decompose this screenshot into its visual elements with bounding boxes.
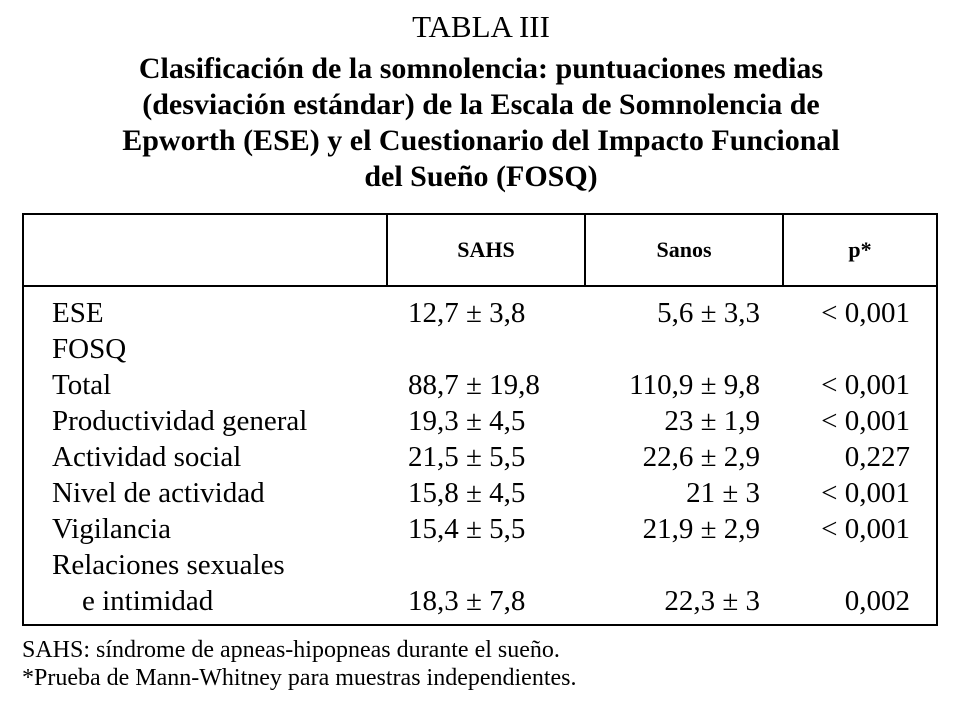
row-label: ESE — [52, 297, 104, 329]
caption-line: (desviación estándar) de la Escala de Somnolencia de — [142, 88, 820, 121]
row-label: Nivel de actividad — [52, 477, 265, 509]
table-row — [24, 547, 936, 583]
row-label: Relaciones sexuales — [52, 549, 285, 581]
cell-p: < 0,001 — [821, 405, 910, 437]
cell-p: < 0,001 — [821, 369, 910, 401]
table-row — [24, 403, 936, 439]
caption-line: Epworth (ESE) y el Cuestionario del Impacto Funcional — [122, 124, 840, 157]
table-caption — [0, 51, 962, 195]
table-header-row — [24, 215, 936, 287]
cell-sanos: 5,6 ± 3,3 — [657, 297, 760, 329]
row-label: FOSQ — [52, 333, 127, 365]
table-row — [24, 439, 936, 475]
cell-sanos: 22,6 ± 2,9 — [642, 441, 760, 473]
cell-sanos: 21,9 ± 2,9 — [642, 513, 760, 545]
caption-line: Clasificación de la somnolencia: puntuaciones medias — [138, 52, 824, 85]
cell-sahs: 15,4 ± 5,5 — [408, 513, 526, 545]
row-label: Productividad general — [52, 405, 308, 437]
table-row — [24, 511, 936, 547]
caption-line: del Sueño (FOSQ) — [364, 160, 598, 193]
cell-sanos: 23 ± 1,9 — [664, 405, 760, 437]
cell-p: 0,002 — [844, 585, 910, 617]
data-table — [22, 213, 938, 626]
footnote: SAHS: síndrome de apneas-hipopneas durante el sueño. — [22, 637, 560, 663]
table-footnotes — [22, 636, 576, 692]
cell-sahs: 15,8 ± 4,5 — [408, 477, 526, 509]
cell-sahs: 88,7 ± 19,8 — [408, 369, 540, 401]
cell-p: < 0,001 — [821, 297, 910, 329]
cell-sahs: 21,5 ± 5,5 — [408, 441, 526, 473]
table-label: TABLA III — [412, 9, 550, 44]
cell-p: < 0,001 — [821, 513, 910, 545]
header-p-value: p* — [782, 215, 936, 285]
header-sahs: SAHS — [386, 215, 584, 285]
row-label: Vigilancia — [52, 513, 172, 545]
table-row — [24, 367, 936, 403]
cell-p: < 0,001 — [821, 477, 910, 509]
table-row — [24, 583, 936, 619]
footnote: *Prueba de Mann-Whitney para muestras independientes. — [22, 665, 577, 691]
table-row — [24, 295, 936, 331]
cell-sahs: 19,3 ± 4,5 — [408, 405, 526, 437]
cell-sanos: 110,9 ± 9,8 — [629, 369, 760, 401]
cell-sahs: 12,7 ± 3,8 — [408, 297, 526, 329]
table-row — [24, 475, 936, 511]
cell-sahs: 18,3 ± 7,8 — [408, 585, 526, 617]
header-sanos: Sanos — [584, 215, 782, 285]
row-label: Actividad social — [52, 441, 242, 473]
table-row — [24, 331, 936, 367]
table-body — [24, 287, 936, 619]
row-label: Total — [52, 369, 112, 401]
cell-sanos: 22,3 ± 3 — [664, 585, 760, 617]
cell-p: 0,227 — [844, 441, 910, 473]
row-label: e intimidad — [82, 585, 214, 617]
cell-sanos: 21 ± 3 — [686, 477, 760, 509]
